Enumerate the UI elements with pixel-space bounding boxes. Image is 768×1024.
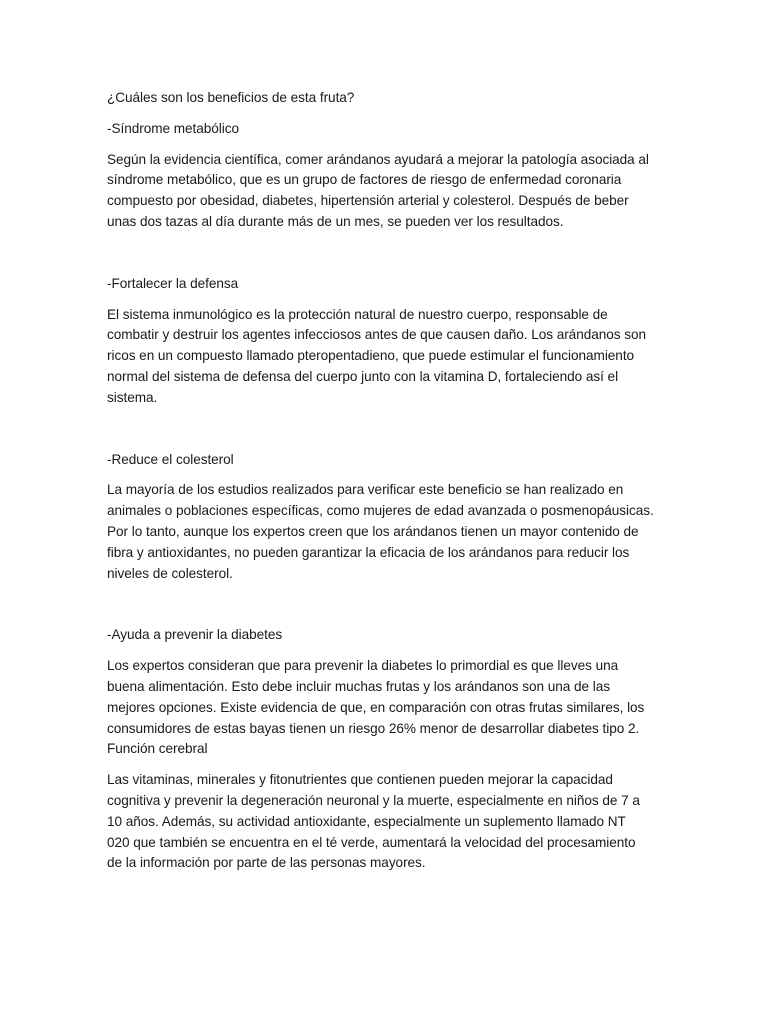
paragraph-line: ricos en un compuesto llamado pteropentadieno, que puede estimular el funcionamiento [107, 348, 635, 364]
paragraph-line: Por lo tanto, aunque los expertos creen que los arándanos tienen un mayor contenido de [107, 523, 639, 539]
paragraph-line: animales o poblaciones específicas, como mujeres de edad avanzada o posmenopáusicas. [107, 503, 654, 519]
paragraph-line: Los expertos consideran que para prevenir la diabetes lo primordial es que lleves una [107, 658, 619, 674]
paragraph-line: El sistema inmunológico es la protección natural de nuestro cuerpo, responsable de [107, 306, 608, 322]
paragraph-line: síndrome metabólico, que es un grupo de factores de riesgo de enfermedad coronaria [107, 172, 622, 188]
paragraph-line: fibra y antioxidantes, no pueden garantizar la eficacia de los arándanos para reducir los [107, 544, 630, 560]
paragraph-line: consumidores de estas bayas tienen un riesgo 26% menor de desarrollar diabetes tipo 2. [107, 720, 640, 736]
paragraph-line: 10 años. Además, su actividad antioxidante, especialmente un suplemento llamado NT [107, 813, 626, 829]
paragraph-line: compuesto por obesidad, diabetes, hipertensión arterial y colesterol. Después de beber [107, 193, 629, 209]
page-question-heading: ¿Cuáles son los beneficios de esta fruta? [107, 90, 355, 105]
section-heading-sindrome: -Síndrome metabólico [107, 120, 239, 136]
paragraph-line: Según la evidencia científica, comer arándanos ayudará a mejorar la patología asociada al [107, 151, 649, 167]
paragraph-sindrome [107, 150, 667, 233]
paragraph-line: La mayoría de los estudios realizados para verificar este beneficio se han realizado en [107, 482, 624, 498]
paragraph-line: cognitiva y prevenir la degeneración neuronal y la muerte, especialmente en niños de 7 a [107, 792, 640, 808]
paragraph-line: normal del sistema de defensa del cuerpo junto con la vitamina D, fortaleciendo así el [107, 368, 619, 384]
paragraph-line: niveles de colesterol. [107, 565, 233, 581]
paragraph-colesterol [107, 480, 667, 584]
section-heading-diabetes: -Ayuda a prevenir la diabetes [107, 627, 283, 643]
document-page [107, 88, 667, 874]
paragraph-defensa [107, 305, 667, 409]
paragraph-line: buena alimentación. Esto debe incluir muchas frutas y los arándanos son una de las [107, 678, 610, 694]
paragraph-line: 020 que también se encuentra en el té verde, aumentará la velocidad del procesamiento [107, 834, 636, 850]
paragraph-line: unas dos tazas al día durante más de un mes, se pueden ver los resultados. [107, 213, 564, 229]
paragraph-line: combatir y destruir los agentes infecciosos antes de que causen daño. Los arándanos son [107, 327, 646, 343]
paragraph-line: mejores opciones. Existe evidencia de que, en comparación con otras frutas similares, los [107, 699, 645, 715]
paragraph-line: Función cerebral [107, 741, 208, 757]
section-heading-defensa: -Fortalecer la defensa [107, 275, 239, 291]
paragraph-line: sistema. [107, 389, 158, 405]
paragraph-diabetes [107, 656, 667, 760]
paragraph-line: Las vitaminas, minerales y fitonutrientes que contienen pueden mejorar la capacidad [107, 772, 613, 788]
paragraph-line: de la información por parte de las personas mayores. [107, 855, 426, 871]
section-heading-colesterol: -Reduce el colesterol [107, 451, 234, 467]
paragraph-funcion-cerebral [107, 770, 667, 874]
